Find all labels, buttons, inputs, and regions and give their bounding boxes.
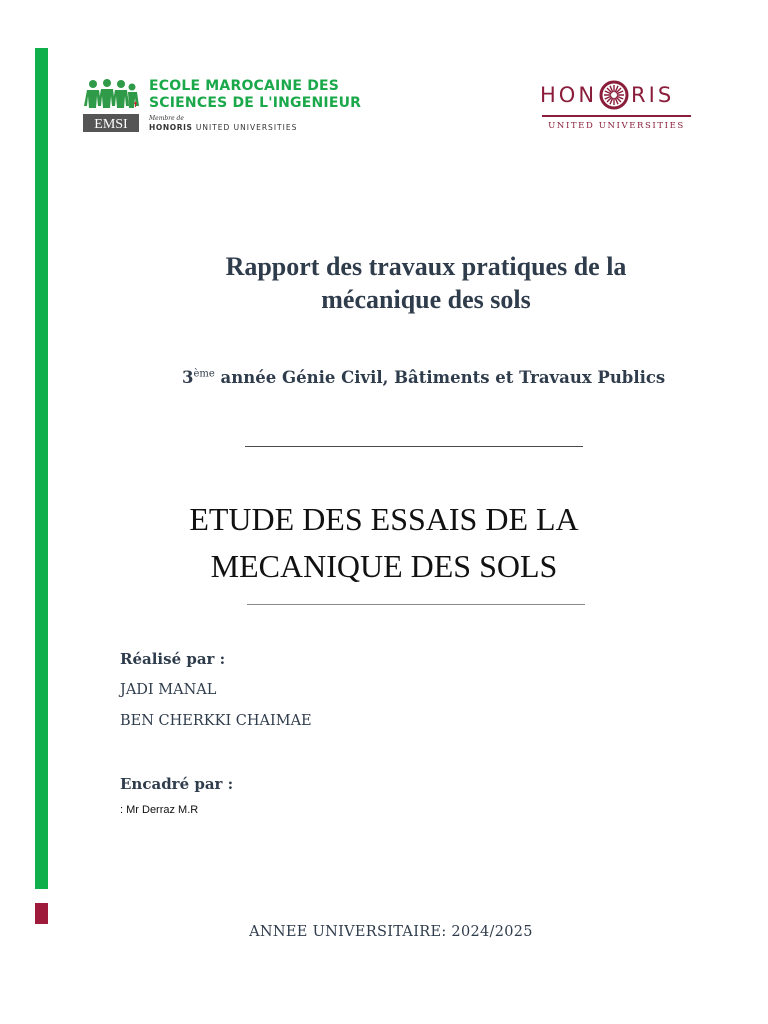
title-divider-bottom xyxy=(247,604,585,605)
emsi-honoris-rest: UNITED UNIVERSITIES xyxy=(195,123,298,132)
emsi-name-line2: SCIENCES DE L'INGENIEUR xyxy=(149,95,362,111)
report-title xyxy=(176,250,676,316)
main-title xyxy=(150,496,618,590)
honoris-right-letters: RIS xyxy=(631,83,675,107)
report-title-line1: Rapport des travaux pratiques de la xyxy=(225,252,627,281)
authors-label: Réalisé par : xyxy=(120,650,226,668)
supervisor-label: Encadré par : xyxy=(120,775,234,793)
author-name: JADI MANAL xyxy=(120,682,217,698)
honoris-left-letters: HON xyxy=(540,83,598,107)
emsi-member-of: Membre de xyxy=(149,115,184,122)
emsi-honoris-mention xyxy=(149,123,361,133)
study-year-program: année Génie Civil, Bâtiments et Travaux Publics xyxy=(214,368,666,387)
honoris-sunburst-icon xyxy=(599,80,629,110)
emsi-badge-text: EMSI xyxy=(94,117,128,132)
honoris-divider xyxy=(542,115,691,117)
title-divider-top xyxy=(245,446,583,447)
emsi-honoris-bold: HONORIS xyxy=(149,123,193,132)
side-accent-block xyxy=(35,903,48,924)
study-year-suffix: ème xyxy=(193,368,215,380)
honoris-logo xyxy=(540,76,692,136)
side-accent-bar xyxy=(35,48,48,889)
emsi-name-line1: ECOLE MAROCAINE DES xyxy=(149,78,340,94)
supervisor-name: : Mr Derraz M.R xyxy=(120,804,199,816)
study-year-number: 3 xyxy=(182,368,194,387)
emsi-figures-emblem xyxy=(83,78,139,132)
study-year xyxy=(182,368,665,387)
main-title-line2: MECANIQUE DES SOLS xyxy=(210,548,558,584)
report-title-line2: mécanique des sols xyxy=(321,285,531,314)
emsi-logo xyxy=(83,78,362,134)
author-name: BEN CHERKKI CHAIMAE xyxy=(120,713,312,729)
academic-year: ANNEE UNIVERSITAIRE: 2024/2025 xyxy=(249,924,533,940)
honoris-subtitle: UNITED UNIVERSITIES xyxy=(548,121,685,131)
main-title-line1: ETUDE DES ESSAIS DE LA xyxy=(189,501,579,537)
honoris-wordmark xyxy=(540,80,674,110)
